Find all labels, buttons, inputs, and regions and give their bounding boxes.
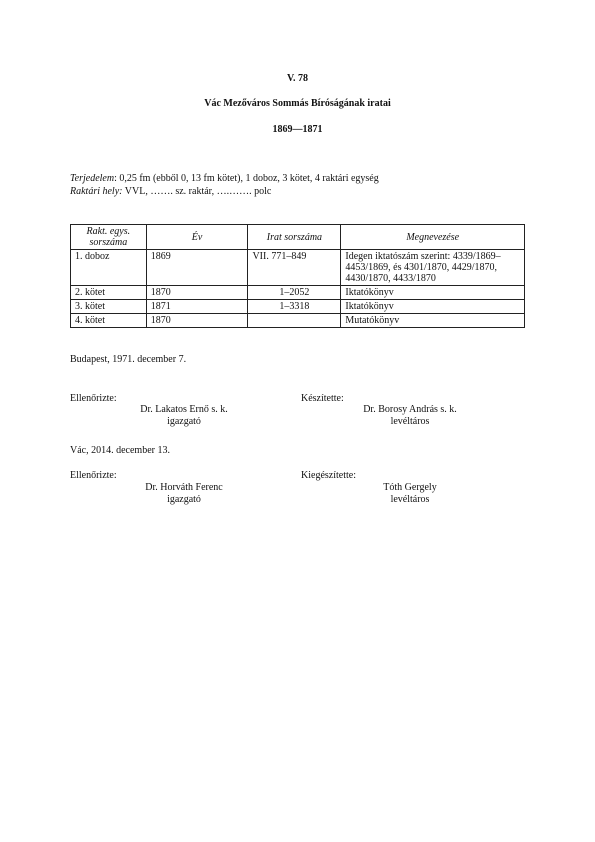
extent-label: Terjedelem [70, 173, 115, 184]
cell-year: 1871 [146, 300, 248, 314]
cell-year: 1869 [146, 250, 248, 286]
checked-role-1: igazgató [167, 416, 201, 427]
table-header-row [71, 225, 525, 250]
checked-signature-2 [104, 482, 264, 506]
location-label: Raktári hely: [70, 186, 123, 197]
document-reference: V. 78 [287, 73, 308, 84]
inventory-table [70, 224, 525, 328]
made-signature [330, 404, 490, 428]
cell-number: 1–2052 [248, 286, 341, 300]
location-line [70, 186, 271, 197]
supplemented-signature [330, 482, 490, 506]
document-years: 1869—1871 [272, 124, 323, 135]
cell-description: Idegen iktatószám szerint: 4339/1869– 4453/1869, és 4301/1870, 4429/1870, 4430/1870, 4433/1870 [341, 250, 525, 286]
cell-description: Iktatókönyv [341, 286, 525, 300]
cell-number: 1–3318 [248, 300, 341, 314]
checked-name-2: Dr. Horváth Ferenc [145, 482, 223, 493]
cell-unit: 2. kötet [71, 286, 147, 300]
checked-label-2: Ellenőrizte: [70, 470, 117, 481]
extent-line [70, 173, 379, 184]
made-role: levéltáros [390, 416, 430, 427]
table-row [71, 286, 525, 300]
supplemented-name: Tóth Gergely [383, 482, 437, 493]
cell-unit: 3. kötet [71, 300, 147, 314]
table-row [71, 250, 525, 286]
made-name: Dr. Borosy András s. k. [363, 404, 457, 415]
checked-name-1: Dr. Lakatos Ernő s. k. [140, 404, 228, 415]
checked-role-2: igazgató [167, 494, 201, 505]
cell-unit: 4. kötet [71, 314, 147, 328]
table-row [71, 314, 525, 328]
cell-description: Mutatókönyv [341, 314, 525, 328]
cell-number [248, 314, 341, 328]
cell-number: VII. 771–849 [248, 250, 341, 286]
header-year: Év [146, 225, 248, 250]
header-number: Irat sorszáma [248, 225, 341, 250]
made-label: Készítette: [301, 393, 344, 404]
checked-label-1: Ellenőrizte: [70, 393, 117, 404]
table-row [71, 300, 525, 314]
supplemented-role: levéltáros [390, 494, 430, 505]
document-title: Vác Mezőváros Sommás Bíróságának iratai [204, 98, 391, 109]
header-description: Megnevezése [341, 225, 525, 250]
cell-unit: 1. doboz [71, 250, 147, 286]
cell-description: Iktatókönyv [341, 300, 525, 314]
checked-signature-1 [104, 404, 264, 428]
extent-text: : 0,25 fm (ebből 0, 13 fm kötet), 1 doboz, 3 kötet, 4 raktári egység [114, 173, 379, 184]
place-date-2: Vác, 2014. december 13. [70, 445, 170, 456]
supplemented-label: Kiegészítette: [301, 470, 356, 481]
cell-year: 1870 [146, 286, 248, 300]
location-text: VVL, ……. sz. raktár, ….……. polc [122, 186, 272, 197]
place-date-1: Budapest, 1971. december 7. [70, 354, 187, 365]
cell-year: 1870 [146, 314, 248, 328]
header-unit: Rakt. egys. sorszáma [71, 225, 147, 250]
